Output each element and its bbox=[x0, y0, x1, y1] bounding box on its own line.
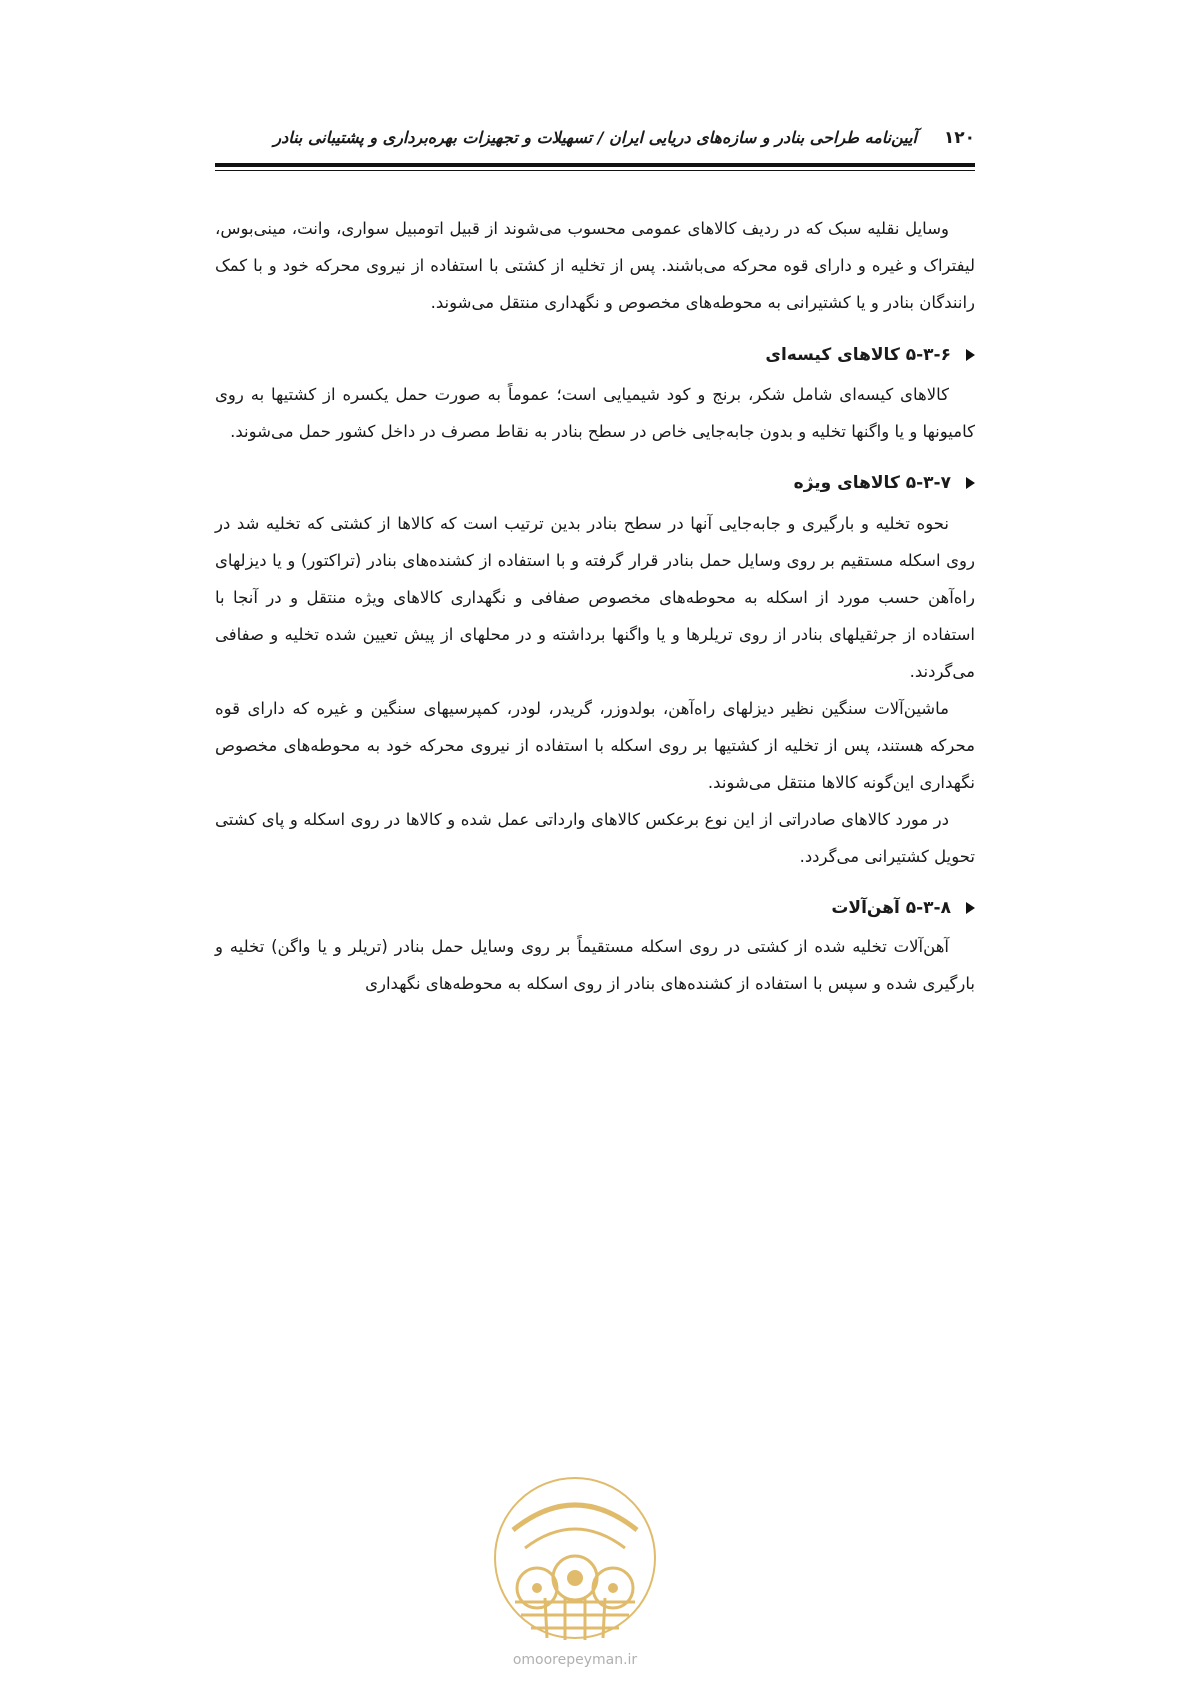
section-heading bbox=[215, 471, 975, 495]
page-header bbox=[215, 126, 975, 152]
paragraph: کالاهای کیسه‌ای شامل شکر، برنج و کود شیمیایی است؛ عموماً به صورت حمل یکسره از کشتیها به روی کامیونها و یا واگنها تخلیه و بدون جابه‌جایی خاص در سطح بنادر به نقاط مصرف در داخل کشور حمل می‌شوند. bbox=[215, 385, 975, 441]
running-title: آیین‌نامه طراحی بنادر و سازه‌های دریایی ایران / تسهیلات و تجهیزات بهره‌برداری و پشتیبانی بنادر bbox=[273, 128, 917, 147]
paragraph: ماشین‌آلات سنگین نظیر دیزلهای راه‌آهن، بولدوزر، گریدر، لودر، کمپرسیهای سنگین و غیره که دارای قوه محرکه هستند، پس از تخلیه از کشتیها بر روی اسکله با استفاده از نیروی محرکه خود به محوطه‌های مخصوص نگهداری این‌گونه کالاها منتقل می‌شوند. bbox=[215, 699, 975, 792]
section-heading-text: ۵-۳-۸ آهن‌آلات bbox=[831, 898, 951, 918]
triangle-marker-icon bbox=[966, 902, 975, 914]
header-rule-thick bbox=[215, 163, 975, 167]
section-heading bbox=[215, 896, 975, 920]
triangle-marker-icon bbox=[966, 477, 975, 489]
paragraph: آهن‌آلات تخلیه شده از کشتی در روی اسکله مستقیماً بر روی وسایل حمل بنادر (تریلر و یا واگن) تخلیه و بارگیری شده و سپس با استفاده از کشنده‌های بنادر از روی اسکله به محوطه‌های نگهداری bbox=[215, 937, 975, 993]
watermark-logo bbox=[485, 1470, 665, 1670]
triangle-marker-icon bbox=[966, 349, 975, 361]
section-heading-text: ۵-۳-۶ کالاهای کیسه‌ای bbox=[765, 345, 951, 365]
header-rule-thin bbox=[215, 170, 975, 171]
gear-seal-icon bbox=[485, 1470, 665, 1650]
paragraph: نحوه تخلیه و بارگیری و جابه‌جایی آنها در سطح بنادر بدین ترتیب است که کالاها از کشتی که تخلیه شد در روی اسکله مستقیم بر روی وسایل حمل بنادر قرار گرفته و با استفاده از کشنده‌های بنادر (تراکتور) و یا دیزلهای راه‌آهن حسب مورد از اسکله به محوطه‌های مخصوص صفافی و نگهداری کالاهای ویژه منتقل و در آنجا با استفاده از جرثقیلهای بنادر از روی تریلرها و یا واگنها برداشته و در محلهای از پیش تعیین شده تخلیه و صفافی می‌گردند. bbox=[215, 514, 975, 681]
watermark-site-text: omoorepeyman.ir bbox=[512, 1652, 638, 1668]
section-heading bbox=[215, 343, 975, 367]
paragraph: در مورد کالاهای صادراتی از این نوع برعکس کالاهای وارداتی عمل شده و کالاها در روی اسکله و پای کشتی تحویل کشتیرانی می‌گردد. bbox=[215, 810, 975, 866]
paragraph: وسایل نقلیه سبک که در ردیف کالاهای عمومی محسوب می‌شوند از قبیل اتومبیل سواری، وانت، مینی‌بوس، لیفتراک و غیره و دارای قوه محرکه می‌باشند. پس از تخلیه از کشتی با استفاده از نیروی محرکه خود و با کمک رانندگان بنادر و یا کشتیرانی به محوطه‌های مخصوص و نگهداری منتقل می‌شوند. bbox=[215, 219, 975, 312]
page-number: ۱۲۰ bbox=[943, 128, 975, 148]
page-body bbox=[215, 210, 975, 1002]
section-heading-text: ۵-۳-۷ کالاهای ویژه bbox=[793, 473, 951, 493]
